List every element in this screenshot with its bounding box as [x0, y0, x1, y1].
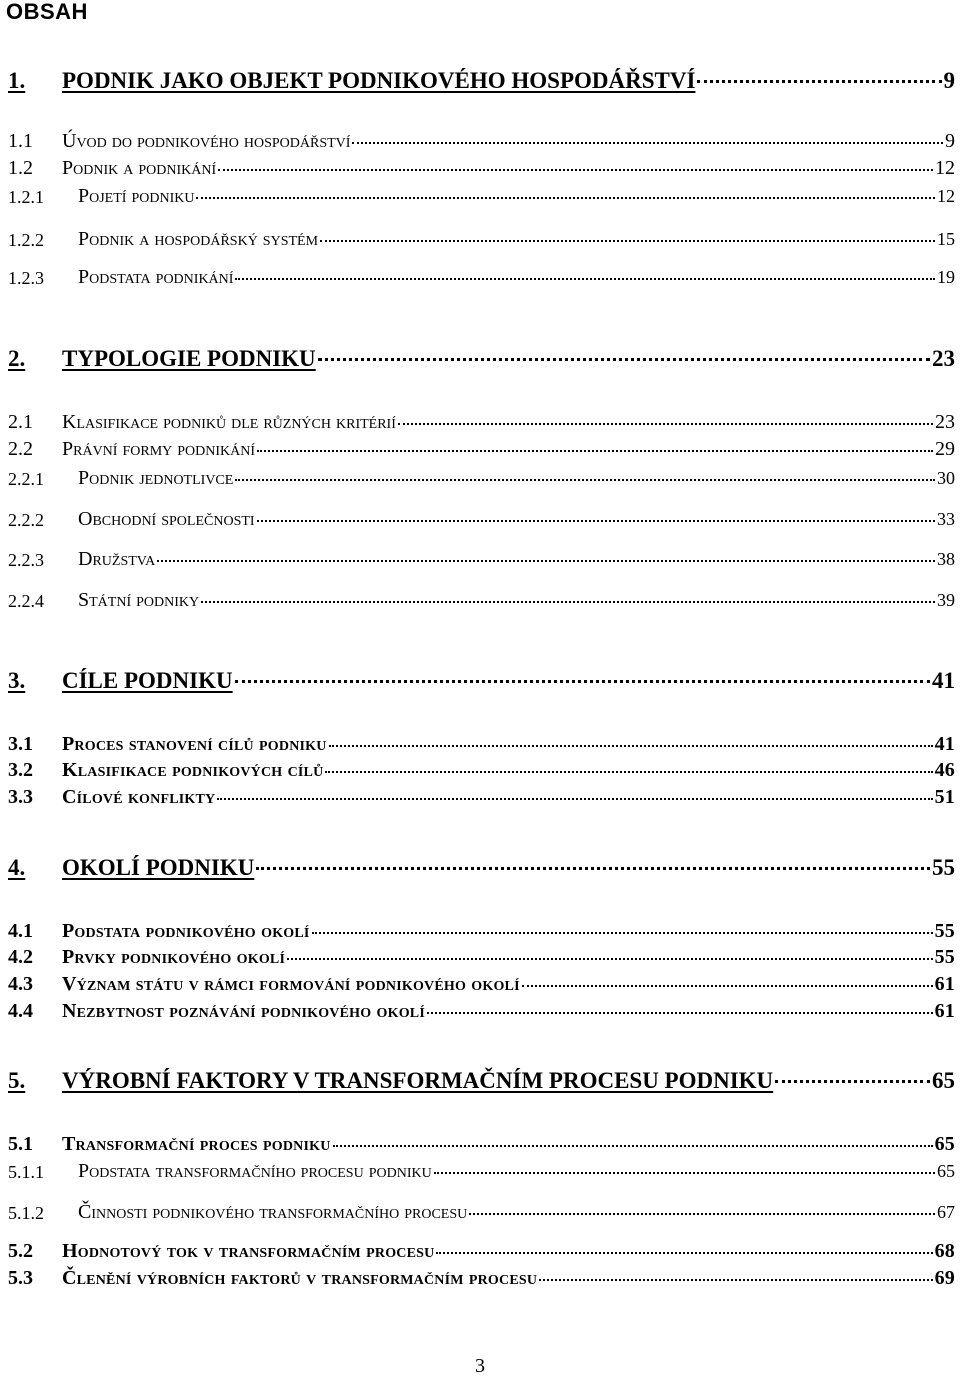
toc-entry[interactable] [0, 465, 955, 488]
toc-page: 33 [937, 509, 955, 529]
toc-entry[interactable] [0, 1238, 955, 1261]
toc-leader [352, 142, 943, 144]
toc-leader [235, 479, 935, 481]
toc-leader [257, 520, 935, 522]
toc-leader [539, 1279, 932, 1281]
toc-page: 19 [937, 267, 955, 287]
toc-line [78, 1161, 955, 1181]
toc-title: Význam státu v rámci formování podnikového okolí [62, 973, 520, 995]
toc-leader [235, 680, 930, 683]
toc-line [62, 412, 955, 432]
toc-page: 61 [934, 1000, 955, 1022]
toc-title: Obchodní společnosti [78, 508, 255, 530]
toc-page: 55 [934, 946, 955, 968]
toc-line [62, 1241, 955, 1261]
toc-title: PODNIK JAKO OBJEKT PODNIKOVÉHO HOSPODÁŘSTVÍ [62, 68, 696, 93]
toc-entry[interactable] [0, 155, 955, 178]
toc-entry[interactable] [0, 918, 955, 941]
toc-entry[interactable] [0, 409, 955, 432]
toc-page: 15 [937, 229, 955, 249]
toc-number: 5.2 [8, 1240, 33, 1262]
toc-page: 68 [934, 1240, 955, 1262]
toc-leader [201, 601, 935, 603]
toc-entry[interactable] [0, 506, 955, 529]
toc-leader [256, 867, 930, 870]
toc-number: 4.4 [8, 1000, 33, 1022]
toc-title: Podnik jednotlivce [78, 467, 234, 489]
toc-page: 23 [935, 411, 955, 433]
toc-number: 3. [8, 668, 26, 693]
toc-title: TYPOLOGIE PODNIKU [62, 346, 316, 371]
toc-title: VÝROBNÍ FAKTORY V TRANSFORMAČNÍM PROCESU PODNIKU [62, 1068, 774, 1093]
toc-number: 5.1.2 [8, 1203, 44, 1223]
toc-number: 2.2.1 [8, 469, 44, 489]
toc-page: 55 [934, 920, 955, 942]
toc-leader [697, 80, 941, 83]
toc-number: 1.2 [8, 157, 33, 179]
toc-page: 39 [937, 590, 955, 610]
toc-page: 41 [934, 733, 955, 755]
toc-line [78, 267, 955, 287]
toc-line [62, 787, 955, 807]
toc-line [62, 131, 955, 151]
toc-title: Podstata podnikového okolí [62, 920, 310, 942]
toc-line [78, 509, 955, 529]
toc-entry[interactable] [0, 128, 955, 151]
toc-title: CÍLE PODNIKU [62, 668, 233, 693]
toc-number: 4.1 [8, 920, 33, 942]
toc-line [62, 158, 955, 178]
toc-line [62, 921, 955, 941]
toc-line [62, 669, 955, 692]
toc-page: 65 [937, 1161, 955, 1181]
toc-line [62, 1268, 955, 1288]
toc-number: 2.1 [8, 411, 33, 433]
toc-page: 23 [932, 346, 955, 371]
toc-page: 69 [934, 1267, 955, 1289]
toc-leader [235, 278, 935, 280]
toc-entry[interactable] [0, 1064, 955, 1092]
toc-page: 12 [937, 186, 955, 206]
toc-number: 5.1 [8, 1133, 33, 1155]
toc-title: Podnik a hospodářský systém [78, 228, 319, 250]
toc-page: 30 [937, 468, 955, 488]
toc-line [78, 1202, 955, 1222]
toc-title: Činnosti podnikového transformačního procesu [78, 1201, 468, 1223]
toc-line [62, 974, 955, 994]
toc-page: 65 [932, 1068, 955, 1093]
toc-line [62, 347, 955, 370]
toc-page: 55 [932, 855, 955, 880]
toc-title: Podnik a podnikání [62, 157, 217, 179]
toc-number: 5.1.1 [8, 1162, 44, 1182]
toc-page: 51 [934, 786, 955, 808]
toc-leader [218, 169, 933, 171]
toc-page: 46 [934, 759, 955, 781]
toc-title: Hodnotový tok v transformačním procesu [62, 1240, 435, 1262]
toc-title: Státní podniky [78, 589, 200, 611]
toc-line [62, 1001, 955, 1021]
toc-leader [329, 745, 933, 747]
toc-number: 2.2 [8, 438, 33, 460]
toc-page: 9 [943, 68, 955, 93]
toc-number: 3.3 [8, 786, 33, 808]
toc-line [62, 947, 955, 967]
toc-leader [325, 771, 932, 773]
toc-leader [318, 358, 930, 361]
toc-entry[interactable] [0, 1131, 955, 1154]
toc-number: 2.2.4 [8, 591, 44, 611]
toc-number: 3.2 [8, 759, 33, 781]
toc-line [62, 760, 955, 780]
toc-entry[interactable] [0, 971, 955, 994]
toc-title: Klasifikace podnikových cílů [62, 759, 324, 781]
toc-entry[interactable] [0, 587, 955, 610]
toc-page: 41 [932, 668, 955, 693]
toc-number: 4.2 [8, 946, 33, 968]
toc-entry[interactable] [0, 664, 955, 692]
toc-number: 1.2.1 [8, 187, 44, 207]
toc-leader [157, 560, 935, 562]
toc-page: 9 [945, 130, 955, 152]
toc-leader [427, 1012, 933, 1014]
toc-title: OKOLÍ PODNIKU [62, 855, 255, 880]
toc-page: 12 [935, 157, 955, 179]
page-title: OBSAH [6, 0, 88, 24]
toc-entry[interactable] [0, 1265, 955, 1288]
toc-leader [257, 450, 933, 452]
toc-number: 2.2.2 [8, 510, 44, 530]
toc-number: 2.2.3 [8, 550, 44, 570]
toc-number: 5. [8, 1068, 26, 1093]
toc-line [62, 856, 955, 879]
toc-page: 29 [935, 438, 955, 460]
toc-title: Družstva [78, 548, 156, 570]
toc-entry[interactable] [0, 1199, 955, 1222]
toc-line [78, 590, 955, 610]
toc-leader [436, 1252, 932, 1254]
toc-entry[interactable] [0, 436, 955, 459]
toc-line [62, 734, 955, 754]
toc-number: 1.2.3 [8, 268, 44, 288]
toc-number: 3.1 [8, 733, 33, 755]
toc-leader [312, 932, 933, 934]
toc-number: 4. [8, 855, 26, 880]
toc-entry[interactable] [0, 998, 955, 1021]
toc-leader [469, 1213, 935, 1215]
toc-entry[interactable] [0, 226, 955, 249]
toc-title: Podstata podnikání [78, 266, 234, 288]
toc-number: 1.2.2 [8, 230, 44, 250]
toc-title: Pojetí podniku [78, 185, 195, 207]
toc-entry[interactable] [0, 264, 955, 287]
toc-line [62, 69, 955, 92]
toc-number: 1.1 [8, 130, 33, 152]
toc-leader [320, 240, 935, 242]
toc-number: 1. [8, 68, 26, 93]
toc-number: 4.3 [8, 973, 33, 995]
toc-number: 5.3 [8, 1267, 33, 1289]
toc-page: 65 [934, 1133, 955, 1155]
toc-entry[interactable] [0, 757, 955, 780]
toc-entry[interactable] [0, 784, 955, 807]
toc-line [78, 229, 955, 249]
toc-leader [287, 958, 932, 960]
toc-title: Nezbytnost poznávání podnikového okolí [62, 1000, 425, 1022]
toc-leader [196, 197, 935, 199]
toc-title: Cílové konflikty [62, 786, 216, 808]
toc-entry[interactable] [0, 64, 955, 92]
toc-leader [333, 1145, 933, 1147]
toc-leader [775, 1080, 930, 1083]
toc-title: Právní formy podnikání [62, 438, 256, 460]
toc-entry[interactable] [0, 183, 955, 206]
toc-entry[interactable] [0, 546, 955, 569]
toc-title: Klasifikace podniků dle různých kritérií [62, 411, 396, 433]
toc-leader [217, 798, 932, 800]
toc-entry[interactable] [0, 731, 955, 754]
toc-line [78, 468, 955, 488]
toc-entry[interactable] [0, 944, 955, 967]
toc-page: 38 [937, 549, 955, 569]
toc-line [78, 549, 955, 569]
page-number: 3 [475, 1355, 485, 1377]
toc-line [62, 439, 955, 459]
toc-title: Členění výrobních faktorů v transformačním procesu [62, 1267, 538, 1289]
toc-line [78, 186, 955, 206]
toc-title: Transformační proces podniku [62, 1133, 331, 1155]
toc-entry[interactable] [0, 1158, 955, 1181]
toc-entry[interactable] [0, 342, 955, 370]
toc-page: 61 [934, 973, 955, 995]
toc-entry[interactable] [0, 851, 955, 879]
toc-line [62, 1069, 955, 1092]
toc-leader [522, 985, 933, 987]
toc-line [62, 1134, 955, 1154]
toc-number: 2. [8, 346, 26, 371]
toc-page: 67 [937, 1202, 955, 1222]
toc-title: Podstata transformačního procesu podniku [78, 1160, 432, 1182]
toc-title: Úvod do podnikového hospodářství [62, 130, 351, 152]
toc-title: Prvky podnikového okolí [62, 946, 286, 968]
toc-leader [398, 423, 933, 425]
toc-leader [434, 1172, 935, 1174]
toc-title: Proces stanovení cílů podniku [62, 733, 327, 755]
